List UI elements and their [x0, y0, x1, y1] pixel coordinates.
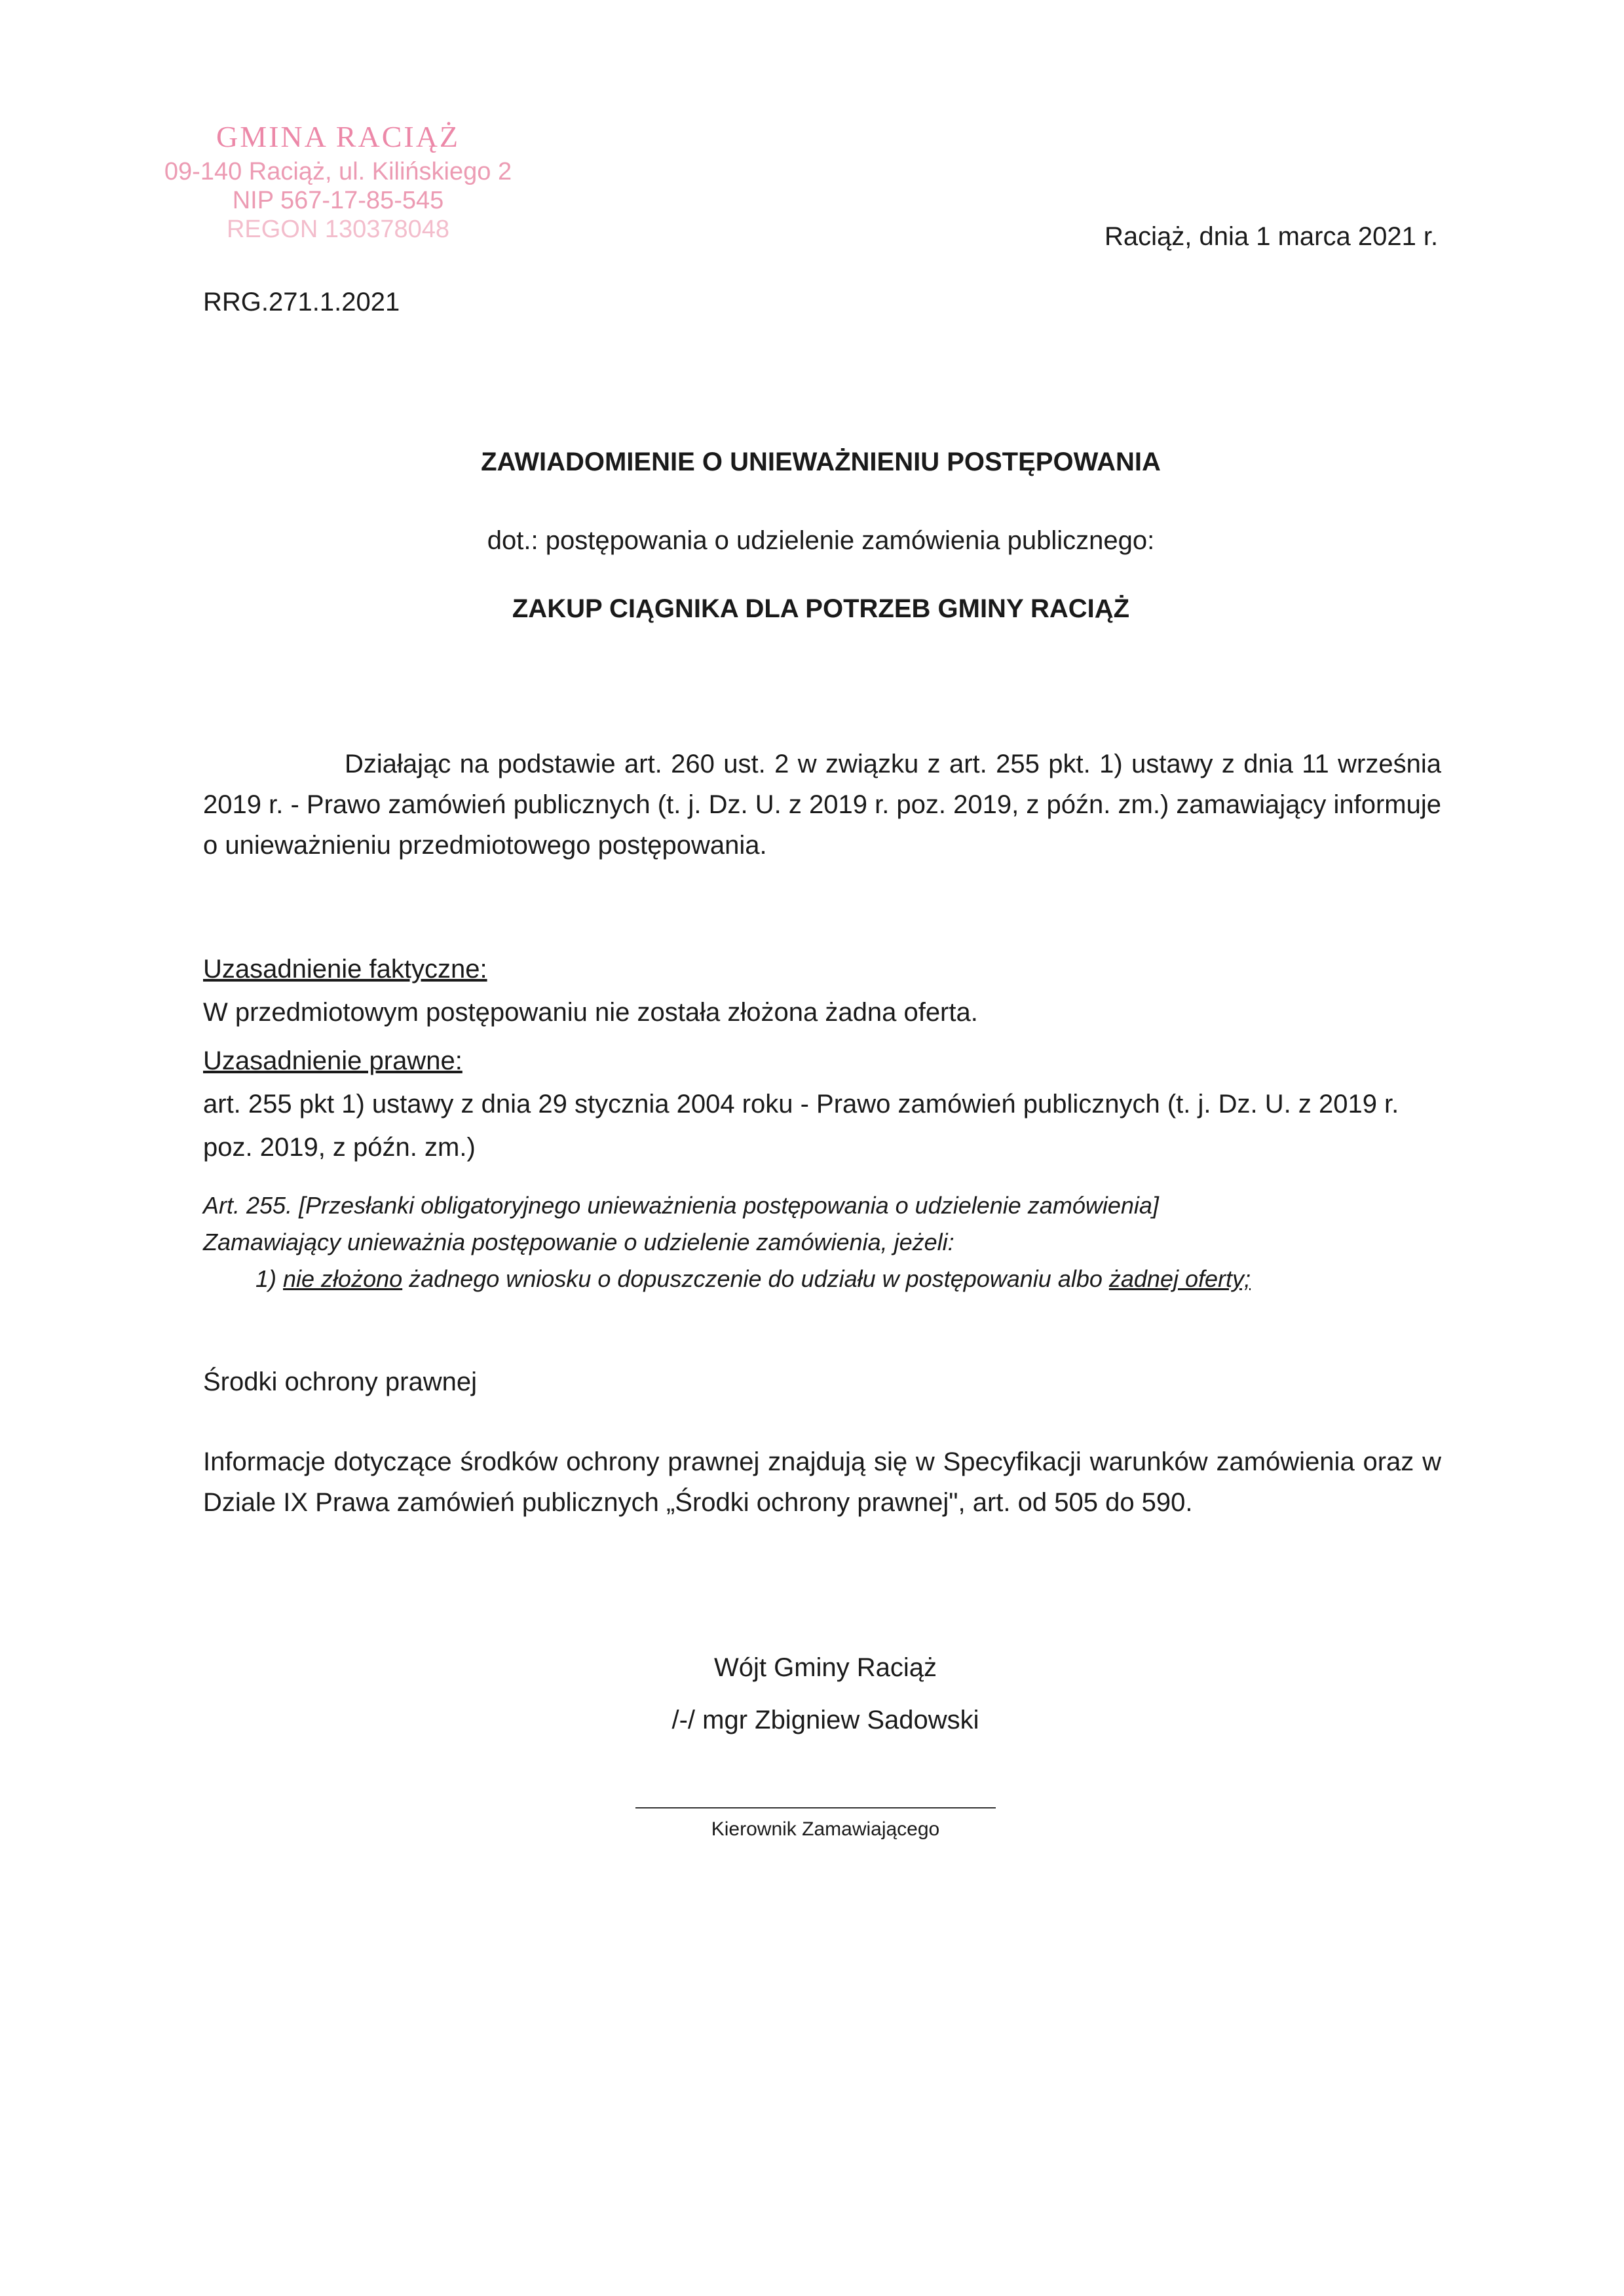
document-date: Raciąż, dnia 1 marca 2021 r.: [1105, 222, 1439, 251]
article-point-middle: żadnego wniosku o dopuszczenie do udziału w postępowaniu albo: [402, 1265, 1109, 1292]
signatory-title: Wójt Gminy Raciąż: [713, 1653, 937, 1682]
article-point-underline-1: nie złożono: [283, 1265, 403, 1292]
stamp-regon: REGON 130378048: [226, 216, 450, 243]
reference-number: RRG.271.1.2021: [203, 288, 400, 316]
document-subtitle: dot.: postępowania o udzielenie zamówienia publicznego:: [487, 526, 1155, 555]
factual-heading: Uzasadnienie faktyczne:: [203, 955, 487, 984]
article-point-prefix: 1): [255, 1265, 284, 1292]
article-point: [203, 1261, 1441, 1297]
legal-justification: [203, 1039, 1441, 1169]
signature-caption: Kierownik Zamawiającego: [711, 1818, 940, 1840]
article-quote: [203, 1187, 1441, 1297]
intro-paragraph: Działając na podstawie art. 260 ust. 2 w związku z art. 255 pkt. 1) ustawy z dnia 11 września 2019 r. - Prawo zamówień publicznych (t. j. Dz. U. z 2019 r. poz. 2019, z późn. zm.) zamawiający informuje o unieważnieniu przedmiotowego postępowania.: [203, 750, 1441, 860]
remedy-text: Informacje dotyczące środków ochrony prawnej znajdują się w Specyfikacji warunków zamówienia oraz w Dziale IX Prawa zamówień publicznych „Środki ochrony prawnej", art. od 505 do 590.: [203, 1447, 1441, 1517]
legal-heading: Uzasadnienie prawne:: [203, 1046, 463, 1075]
stamp-name: GMINA RACIĄŻ: [216, 120, 461, 153]
legal-text: art. 255 pkt 1) ustawy z dnia 29 stycznia 2004 roku - Prawo zamówień publicznych (t. j. Dz. U. z 2019 r. poz. 2019, z późn. zm.): [203, 1090, 1399, 1162]
article-line-1: Art. 255. [Przesłanki obligatoryjnego unieważnienia postępowania o udzielenie zamówienia]: [203, 1192, 1159, 1219]
procurement-subject: ZAKUP CIĄGNIKA DLA POTRZEB GMINY RACIĄŻ: [512, 594, 1130, 623]
municipality-stamp: [155, 117, 521, 244]
article-point-underline-2: żadnej oferty;: [1108, 1265, 1251, 1292]
factual-justification: [203, 947, 1441, 1034]
stamp-nip: NIP 567-17-85-545: [232, 187, 444, 214]
article-line-2: Zamawiający unieważnia postępowanie o udzielenie zamówienia, jeżeli:: [203, 1229, 954, 1255]
remedy-heading: Środki ochrony prawnej: [203, 1368, 477, 1396]
document-title: ZAWIADOMIENIE O UNIEWAŻNIENIU POSTĘPOWANIA: [481, 448, 1161, 476]
stamp-address: 09-140 Raciąż, ul. Kilińskiego 2: [164, 158, 512, 185]
factual-text: W przedmiotowym postępowaniu nie została złożona żadna oferta.: [203, 998, 978, 1027]
signatory-name: /-/ mgr Zbigniew Sadowski: [671, 1706, 979, 1734]
signature-line: [635, 1807, 996, 1808]
